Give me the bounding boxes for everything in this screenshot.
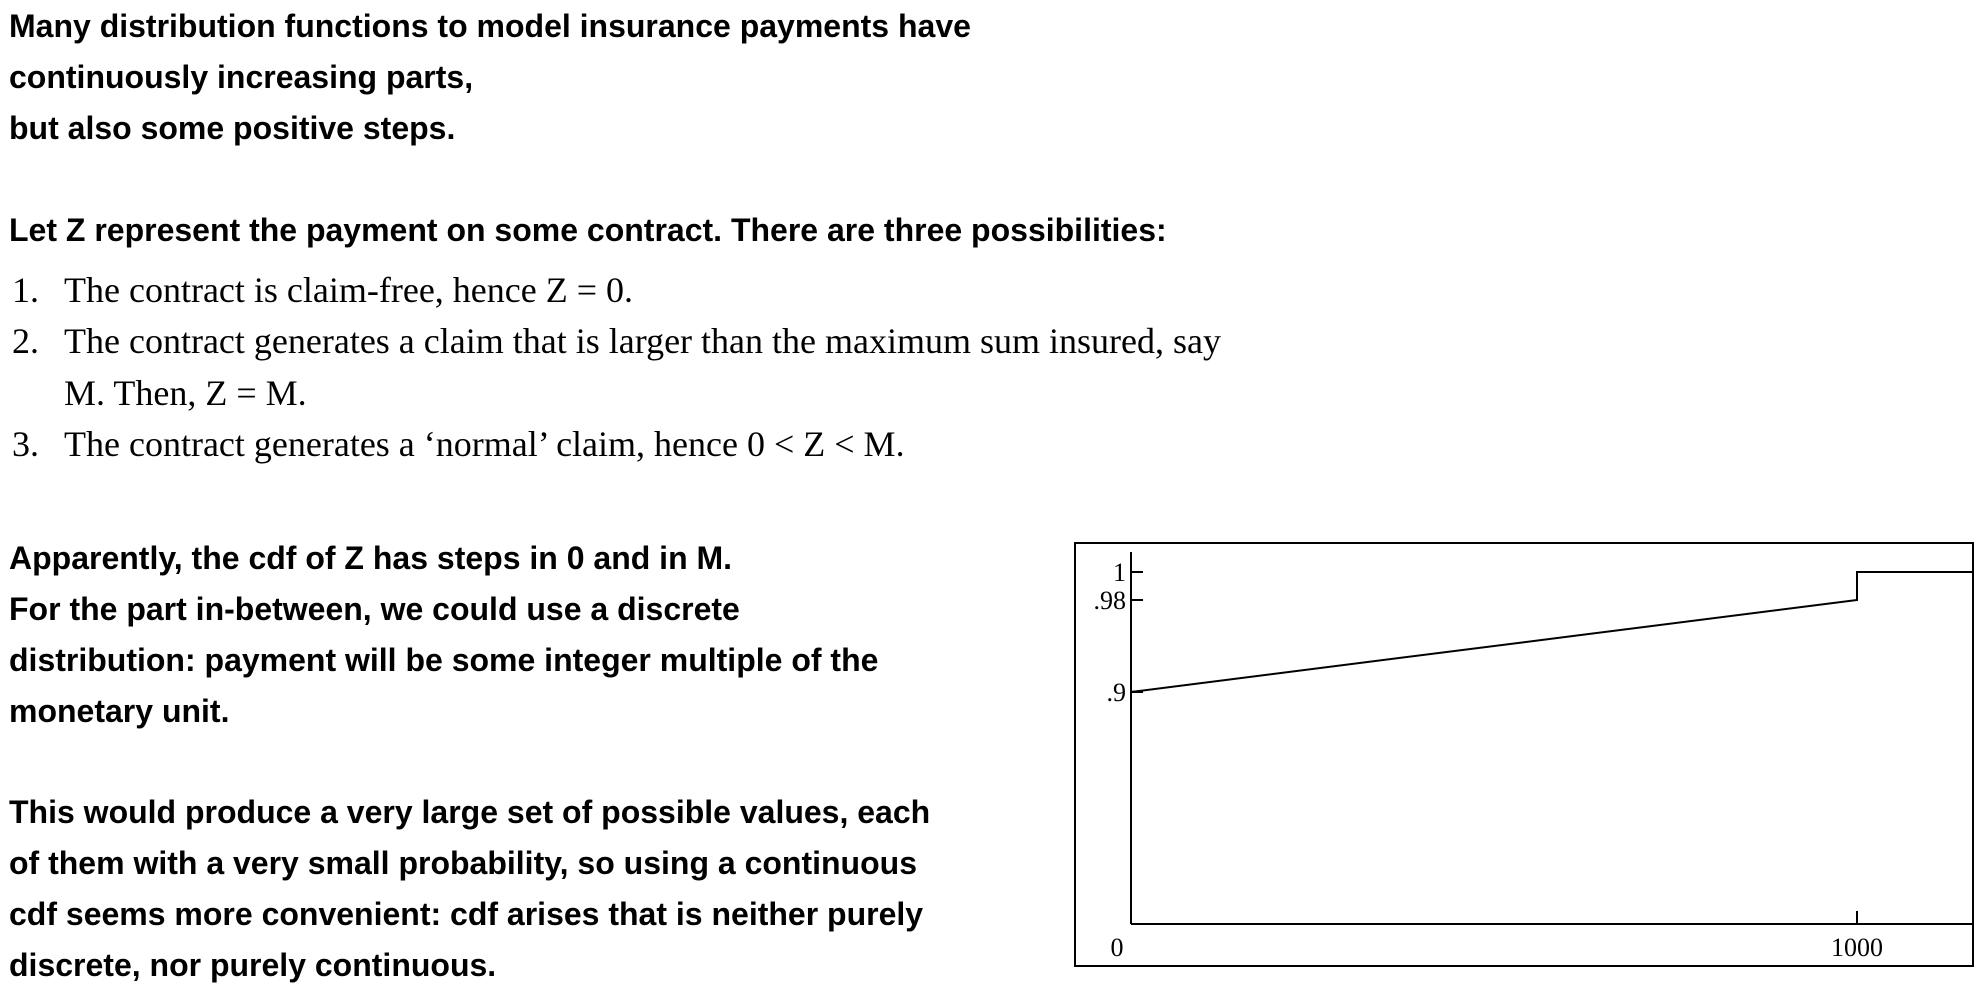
list-item-number: 2.	[12, 321, 39, 361]
y-tick-label: .98	[1093, 586, 1126, 615]
intro-line-2: continuously increasing parts,	[9, 59, 474, 95]
jump-top-marker	[1131, 691, 1141, 692]
para1-line-3: distribution: payment will be some integer multiple of the	[9, 642, 879, 678]
x-tick-label: 0	[1110, 933, 1124, 962]
para2-line-2: of them with a very small probability, so using a continuous	[9, 845, 917, 881]
chart-frame	[1075, 543, 1973, 966]
para1-line-2: For the part in-between, we could use a discrete	[9, 591, 740, 627]
cdf-line	[1131, 572, 1973, 692]
y-tick-label: .9	[1106, 678, 1126, 707]
list-item-text: M. Then, Z = M.	[64, 373, 307, 413]
para2-line-4: discrete, nor purely continuous.	[9, 947, 497, 983]
para1-line-1: Apparently, the cdf of Z has steps in 0 and in M.	[9, 540, 733, 576]
list-item-text: The contract is claim-free, hence Z = 0.	[64, 270, 634, 310]
x-tick-label: 1000	[1831, 933, 1883, 962]
y-tick-label: 1	[1113, 558, 1126, 587]
possibilities-heading: Let Z represent the payment on some contract. There are three possibilities:	[9, 212, 1167, 248]
list-item-number: 1.	[12, 270, 39, 310]
list-item-text: The contract generates a ‘normal’ claim, hence 0 < Z < M.	[64, 424, 905, 464]
list-item-text: The contract generates a claim that is larger than the maximum sum insured, say	[64, 321, 1221, 361]
intro-line-1: Many distribution functions to model insurance payments have	[9, 8, 971, 44]
intro-line-3: but also some positive steps.	[9, 110, 456, 146]
list-item-number: 3.	[12, 424, 39, 464]
para1-line-4: monetary unit.	[9, 693, 230, 729]
cdf-chart	[1074, 542, 1974, 967]
para2-line-3: cdf seems more convenient: cdf arises that is neither purely	[9, 896, 924, 932]
para2-line-1: This would produce a very large set of possible values, each	[9, 794, 931, 830]
